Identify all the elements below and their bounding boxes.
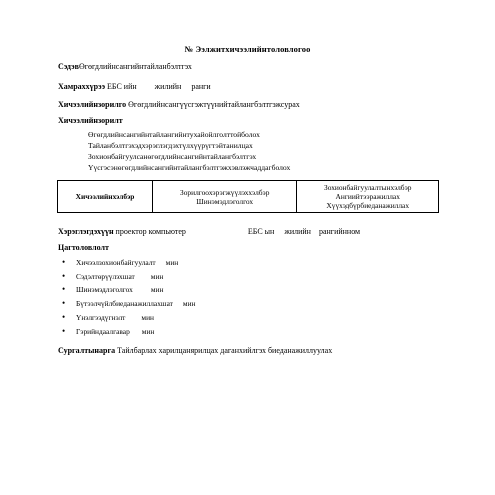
list-item	[62, 283, 196, 297]
schedule-item-text: Хичээлзохионбайгуулалт	[76, 258, 156, 267]
schedule-item-text: Гэрийндаалгавар	[76, 326, 130, 336]
schedule-line	[58, 243, 109, 253]
goal-line	[58, 100, 300, 110]
schedule-list	[62, 256, 196, 338]
result-line	[58, 116, 123, 126]
schedule-item-unit: мин	[165, 258, 179, 267]
result-item: Өгөгдлийнсангийнтайлангийнтухайойлголттойболох	[88, 130, 260, 139]
tools-part1: проектор компьютер	[115, 227, 186, 236]
organization-form-label: Зохионбайгуулалтынхэлбэр	[324, 183, 412, 192]
lesson-form-table	[57, 180, 439, 213]
implementation-form-value: Шинэмэдлэголгох	[196, 196, 254, 206]
schedule-item-unit: мин	[150, 271, 164, 281]
schedule-item-text: Шинэмэдлэголгох	[76, 285, 133, 295]
tools-label: Хэрэглэгдэхүүн	[58, 227, 114, 236]
subject-label: Сэдэв	[58, 62, 79, 71]
method-label: Сургалтынарга	[58, 346, 116, 355]
organization-form-value-1: Ангиийтээражиллах	[335, 192, 400, 201]
list-item	[62, 256, 196, 270]
goal-label: Хичээлийнзорилго	[58, 100, 127, 109]
result-item: Тайланбэлтгэхэдхэрэглэгдэхтүлхүүрүгтэйтанилцах	[88, 141, 253, 150]
page-title: № Ээлжитхичээлийнтоловлогоо	[184, 44, 311, 54]
method-line	[58, 346, 332, 356]
schedule-item-unit: мин	[150, 285, 164, 295]
list-item	[62, 325, 196, 339]
schedule-item-unit: мин	[141, 326, 155, 336]
level-part1: ЕБС ийн	[107, 82, 137, 91]
schedule-label: Цагтоловлолт	[58, 243, 109, 252]
list-item	[62, 311, 196, 325]
table-row	[58, 181, 439, 213]
tools-part3: жилийн	[284, 227, 311, 236]
result-label: Хичээлийнзорилт	[58, 116, 123, 125]
schedule-item-text: Бүтээлчүйлбиеданажиллахшат	[76, 299, 173, 309]
schedule-item-unit: мин	[141, 312, 155, 322]
level-line	[58, 82, 211, 92]
goal-value: Өгөгдлийнсангүүсгэжтүүнийтайлангбэлтгэжсурах	[128, 100, 300, 109]
tools-part4: рангийнном	[318, 227, 361, 236]
tools-line	[58, 227, 360, 237]
subject-line	[58, 62, 192, 72]
level-part3: ранги	[191, 82, 211, 91]
schedule-item-text: Үнэлгээдүгнэлт	[76, 312, 126, 322]
schedule-item-text: Сэдэлтөрүүлэхшат	[76, 271, 135, 281]
method-value: Тайлбарлах харилцанярилцах даганхийлгэх биеданажиллуулах	[117, 346, 333, 355]
implementation-form-label: Зорилгоохэрэгжүүлэххэлбэр	[180, 187, 270, 197]
result-item: Зохионбайгуулсанөгөгдлийнсангийнтайлангбэлтгэх	[88, 152, 257, 161]
subject-value: Өгөгдлийнсангийнтайланбэлтгэх	[78, 62, 192, 71]
level-part2: жилийн	[154, 82, 182, 91]
tools-part2: ЕБС ын	[247, 227, 275, 236]
schedule-item-unit: мин	[182, 299, 196, 309]
list-item	[62, 297, 196, 311]
organization-form-cell	[297, 181, 439, 213]
level-label: Хамраххүрээ	[58, 82, 106, 91]
list-item	[62, 270, 196, 284]
organization-form-value-2: Хүүхэдбүрбиеданажиллах	[326, 201, 410, 210]
form-head-cell: Хичээлийнхэлбэр	[58, 181, 153, 213]
implementation-form-cell	[153, 181, 297, 213]
result-item: Үүсгэсэнөгөгдлийнсангийнтайлангбэлтгэжхэвлэжчаддагболох	[88, 163, 291, 172]
